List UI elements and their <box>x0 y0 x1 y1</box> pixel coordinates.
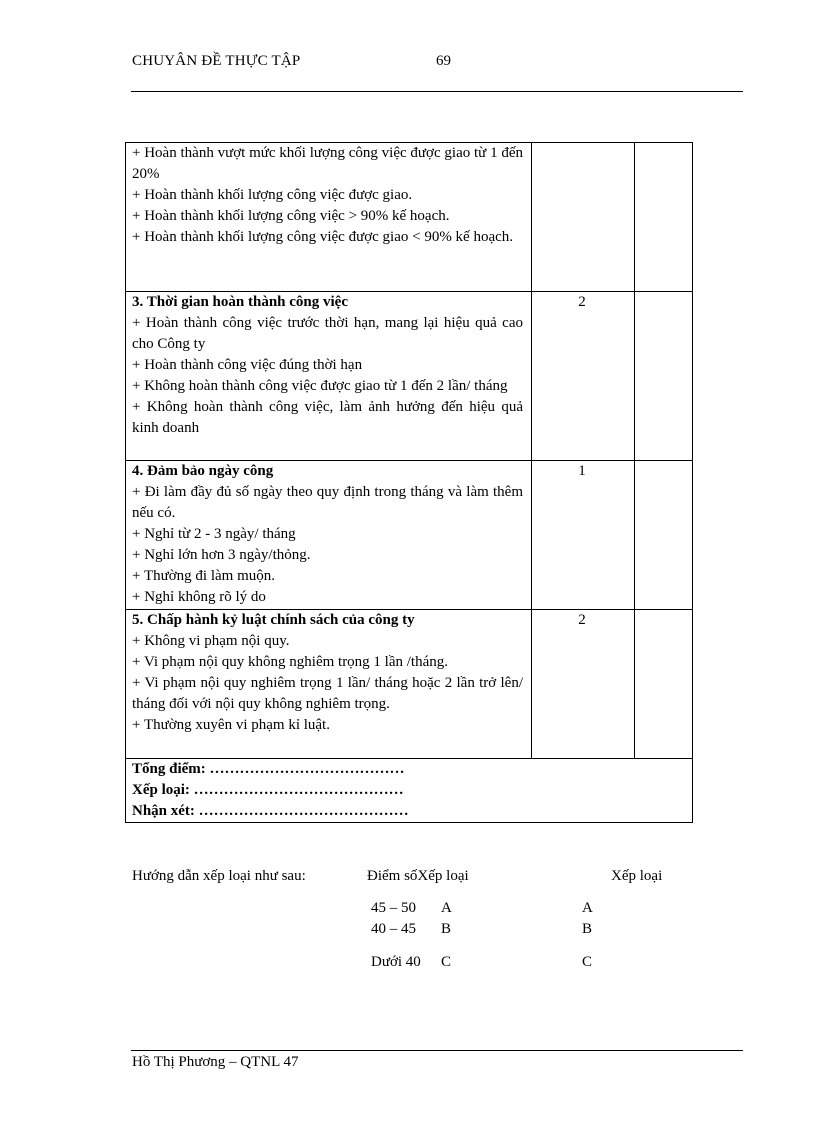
total-score-field: Tổng điểm: ………………………………… <box>132 761 405 777</box>
summary-row <box>126 759 693 823</box>
grading-column-header: Xếp loại <box>611 868 663 884</box>
table-row <box>126 292 693 461</box>
criteria-line: + Vi phạm nội quy không nghiêm trọng 1 lần /tháng. <box>132 654 449 670</box>
criteria-line: + Hoàn thành công việc đúng thời hạn <box>132 357 363 373</box>
table-row <box>126 461 693 610</box>
grade-letter: A <box>582 900 593 916</box>
criteria-heading: 3. Thời gian hoàn thành công việc <box>132 294 348 310</box>
criteria-heading: 4. Đảm bảo ngày công <box>132 463 274 479</box>
score-range: 45 – 50 <box>371 900 416 916</box>
criteria-line: + Đi làm đầy đủ số ngày theo quy định trong tháng và làm thêm nếu có. <box>132 484 523 521</box>
footer-author: Hồ Thị Phương – QTNL 47 <box>132 1054 299 1070</box>
criteria-heading: 5. Chấp hành kỷ luật chính sách của công ty <box>132 612 415 628</box>
table-row <box>126 143 693 292</box>
grade-letter: C <box>441 954 452 970</box>
criteria-line: + Hoàn thành công việc trước thời hạn, mang lại hiệu quả cao cho Công ty <box>132 315 523 352</box>
grade-letter: B <box>441 921 452 937</box>
summary-cell <box>126 759 693 823</box>
criteria-line: + Vi phạm nội quy nghiêm trọng 1 lần/ tháng hoặc 2 lần trở lên/ tháng đối với nội quy không nghiêm trọng. <box>132 675 523 712</box>
criteria-line: + Không hoàn thành công việc được giao từ 1 đến 2 lần/ tháng <box>132 378 508 394</box>
grading-column-header: Điểm sốXếp loại <box>367 868 469 884</box>
points-cell: 1 <box>532 461 635 610</box>
header-divider <box>131 91 743 92</box>
criteria-line: + Thường xuyên vi phạm kỉ luật. <box>132 717 330 733</box>
criteria-cell <box>126 143 532 292</box>
score-cell <box>635 610 693 759</box>
criteria-line: + Nghỉ từ 2 - 3 ngày/ tháng <box>132 526 296 542</box>
score-cell <box>635 143 693 292</box>
criteria-line: + Không hoàn thành công việc, làm ảnh hưởng đến hiệu quả kinh doanh <box>132 399 523 436</box>
criteria-line: + Hoàn thành khối lượng công việc được giao < 90% kế hoạch. <box>132 229 514 245</box>
grade-field: Xếp loại: …………………………………… <box>132 782 404 798</box>
score-cell <box>635 461 693 610</box>
grade-letter: A <box>441 900 452 916</box>
score-cell <box>635 292 693 461</box>
score-range: 40 – 45 <box>371 921 416 937</box>
criteria-line: + Nghỉ lớn hơn 3 ngày/thỏng. <box>132 547 311 563</box>
points-cell: 2 <box>532 292 635 461</box>
criteria-line: + Hoàn thành khối lượng công việc > 90% kế hoạch. <box>132 208 450 224</box>
header-title: CHUYÂN ĐỀ THỰC TẬP <box>132 53 301 69</box>
grading-guide-label: Hướng dẫn xếp loại như sau: <box>132 868 306 884</box>
points-cell <box>532 143 635 292</box>
criteria-line: + Hoàn thành vượt mức khối lượng công việc được giao từ 1 đến 20% <box>132 145 523 182</box>
criteria-line: + Nghỉ không rõ lý do <box>132 589 266 605</box>
criteria-line: + Thường đi làm muộn. <box>132 568 275 584</box>
footer-divider <box>131 1050 743 1051</box>
comment-field: Nhận xét: …………………………………… <box>132 803 409 819</box>
grade-letter: B <box>582 921 593 937</box>
criteria-cell <box>126 461 532 610</box>
evaluation-table <box>125 142 693 823</box>
criteria-cell <box>126 610 532 759</box>
criteria-line: + Không vi phạm nội quy. <box>132 633 290 649</box>
page-number: 69 <box>436 53 451 69</box>
grade-letter: C <box>582 954 593 970</box>
points-cell: 2 <box>532 610 635 759</box>
criteria-line: + Hoàn thành khối lượng công việc được giao. <box>132 187 413 203</box>
criteria-cell <box>126 292 532 461</box>
score-range: Dưới 40 <box>371 954 421 970</box>
table-row <box>126 610 693 759</box>
